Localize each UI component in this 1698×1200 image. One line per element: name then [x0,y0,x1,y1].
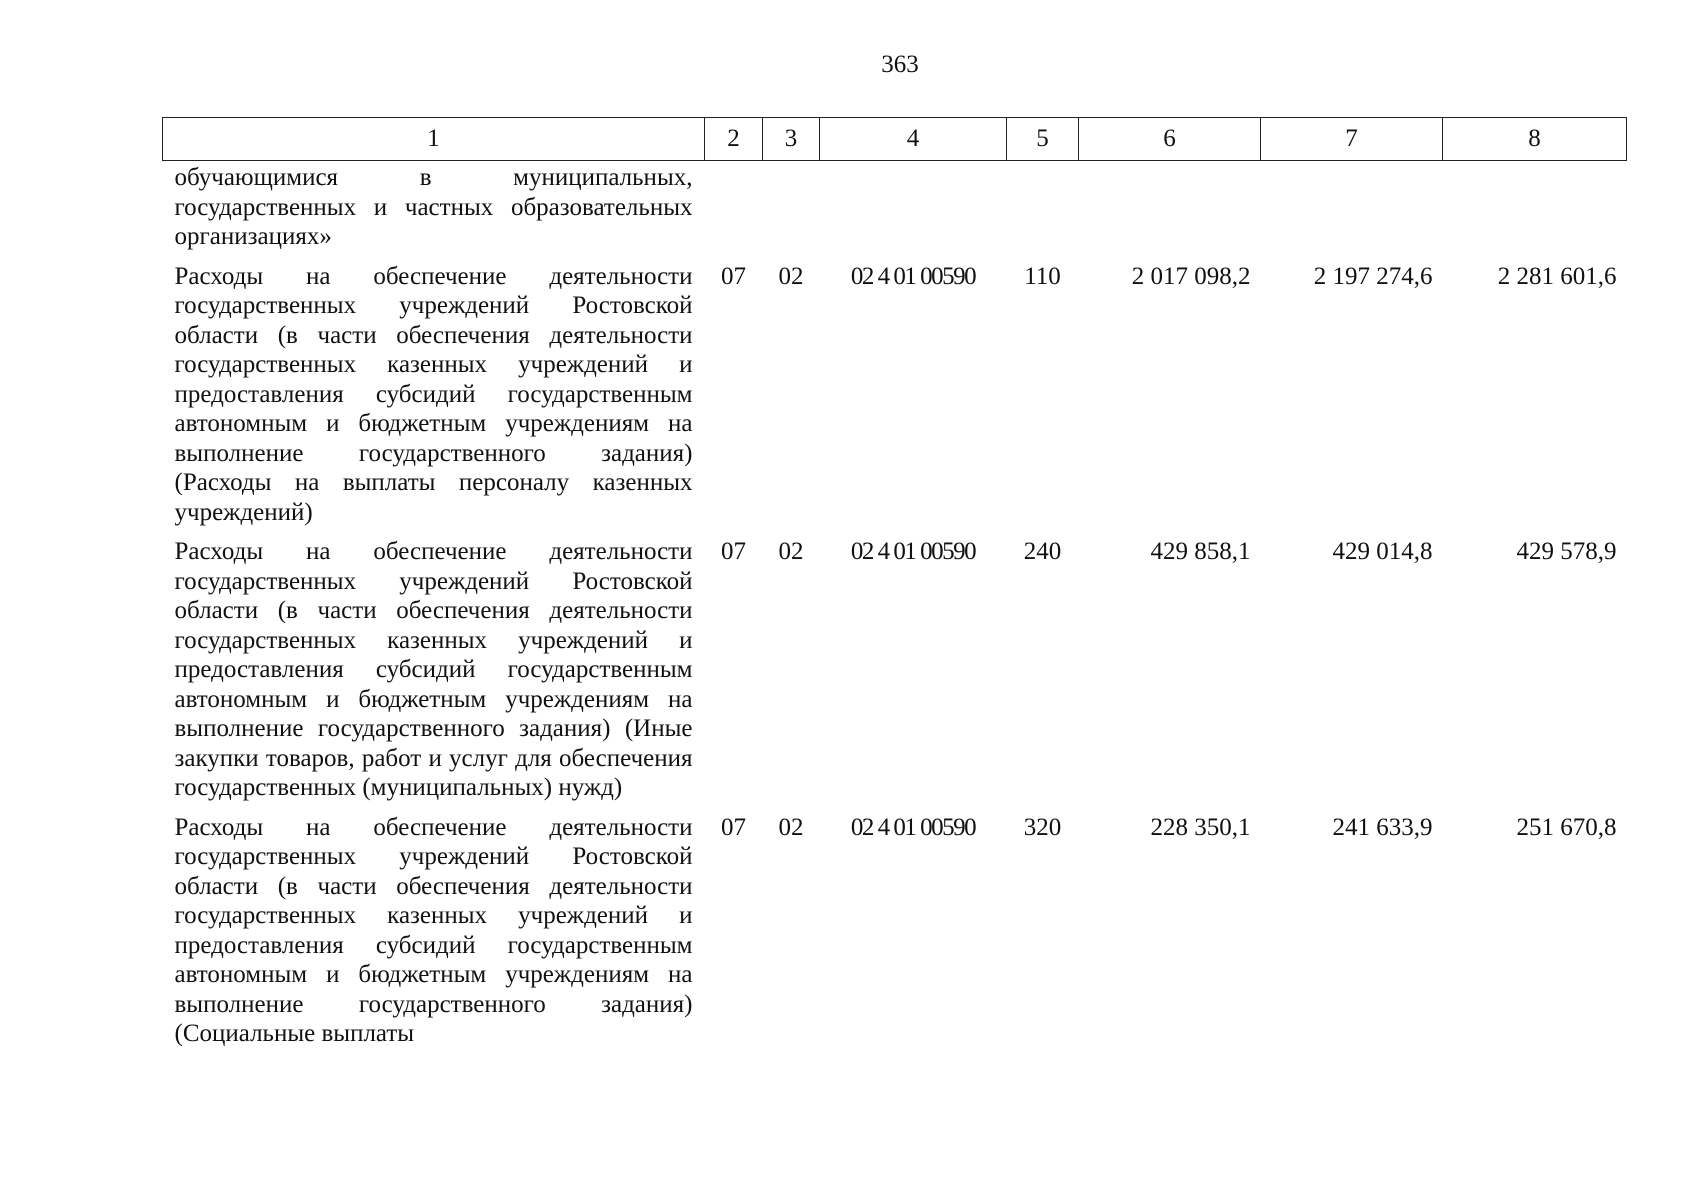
amount-year-3: 2 281 601,6 [1497,262,1617,290]
column-header-5: 5 [1007,118,1079,161]
column-header-1: 1 [163,118,705,161]
row-description: Расходы на обеспечение деятельности государственных учреждений Ростовской области (в части обеспечения деятельности государственных казенных учреждений и предоставления субсидий государственным автономным и бюджетным учреждениям на выполнение государственного задания) (Социальные выплаты [174,813,693,1047]
empty-cell [705,161,763,258]
page-number: 363 [881,51,919,78]
subsection-code: 02 [778,262,804,290]
row-description: Расходы на обеспечение деятельности государственных учреждений Ростовской области (в части обеспечения деятельности государственных казенных учреждений и предоставления субсидий государственным автономным и бюджетным учреждениям на выполнение государственного задания) (Расходы на выплаты персоналу казенных учреждений) [174,262,693,526]
table-row [163,533,1627,809]
section-code: 07 [721,538,746,565]
column-header-6: 6 [1079,118,1261,161]
empty-cell [763,161,820,258]
target-article-code [820,258,1007,534]
column-header-3: 3 [763,118,820,161]
amount-year-1: 429 858,1 [1150,538,1251,565]
row-description: Расходы на обеспечение деятельности государственных учреждений Ростовской области (в части обеспечения деятельности государственных казенных учреждений и предоставления субсидий государственным автономным и бюджетным учреждениям на выполнение государственного задания) (Иные закупки товаров, работ и услуг для обеспечения государственных (муниципальных) нужд) [174,538,693,801]
section-code: 07 [721,813,746,841]
amount-year-2: 2 197 274,6 [1313,262,1433,290]
header-row [163,118,1627,161]
empty-cell [1007,161,1079,258]
empty-cell [1261,161,1443,258]
table-body [163,161,1627,1055]
table-header [163,118,1627,161]
table-row [163,809,1627,1055]
amount-year-3: 251 670,8 [1516,813,1617,841]
column-header-7: 7 [1261,118,1443,161]
target-article-code-text: 02 4 01 00590 [850,813,976,841]
table-row-continuation [163,161,1627,258]
target-article-code-text: 02 4 01 00590 [850,262,976,290]
subsection-code: 02 [778,813,804,841]
expense-type-code: 320 [1023,813,1062,841]
expense-type-code: 110 [1024,262,1061,290]
empty-cell [1443,161,1627,258]
target-article-code [820,809,1007,1055]
amount-year-2: 429 014,8 [1332,538,1433,565]
column-header-8: 8 [1443,118,1627,161]
column-header-4: 4 [820,118,1007,161]
amount-year-1: 228 350,1 [1150,813,1251,841]
table-row [163,258,1627,534]
target-article-code-text: 02 4 01 00590 [850,538,976,565]
expense-type-code: 240 [1023,538,1062,565]
continuation-description: обучающимися в муниципальных, государственных и частных образовательных организациях» [174,164,693,250]
amount-year-1: 2 017 098,2 [1131,262,1251,290]
section-code: 07 [721,262,746,290]
amount-year-2: 241 633,9 [1332,813,1433,841]
budget-table [162,117,1627,1055]
target-article-code [820,533,1007,809]
empty-cell [1079,161,1261,258]
subsection-code: 02 [778,538,804,565]
column-header-2: 2 [705,118,763,161]
amount-year-3: 429 578,9 [1516,538,1617,565]
empty-cell [820,161,1007,258]
